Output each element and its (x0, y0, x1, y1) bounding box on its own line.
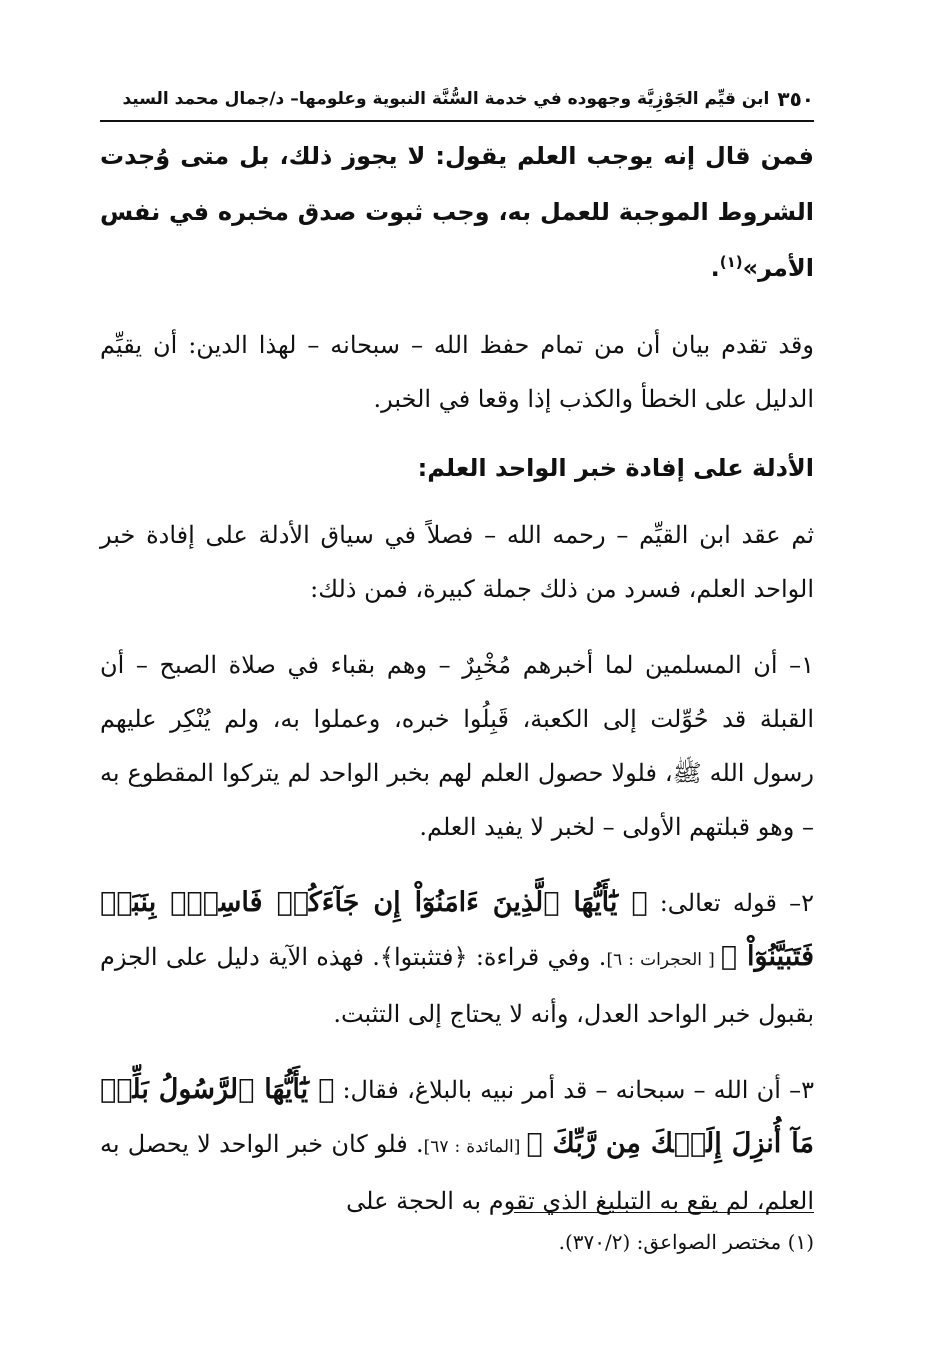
quote-text: فمن قال إنه يوجب العلم يقول: لا يجوز ذلك، بل متى وُجدت الشروط الموجبة للعمل به، وجب ثبوت صدق مخبره في نفس الأمر» (100, 142, 814, 282)
page-number: ٣٥٠ (777, 87, 814, 111)
item-2-lead: ٢– قوله تعالى: (647, 889, 814, 917)
running-header (100, 82, 814, 116)
evidence-item-2 (100, 876, 814, 1041)
quote-paragraph (100, 128, 814, 296)
paragraph-gap (100, 1041, 814, 1063)
footnote-rule (514, 1212, 814, 1213)
item-3-rest: . فلو كان خبر الواحد لا يحصل به العلم، لم يقع به التبليغ الذي تقوم به الحجة على (100, 1130, 814, 1215)
item-3-lead: ٣– أن الله – سبحانه – قد أمر نبيه بالبلاغ، فقال: (334, 1076, 814, 1104)
paragraph-gap (100, 296, 814, 318)
paragraph-intro: ثم عقد ابن القيِّم – رحمه الله – فصلاً في سياق الأدلة على إفادة خبر الواحد العلم، فسرد من ذلك جملة كبيرة، فمن ذلك: (100, 521, 814, 603)
running-title: ابن قيِّم الجَوْزِيَّة وجهوده في خدمة السُّنَّة النبوية وعلومها– د/جمال محمد السيد (122, 89, 770, 109)
item-2-rest: . وفي قراءة: ﴿فتثبتوا﴾. فهذه الآية دليل على الجزم بقبول خبر الواحد العدل، وأنه لا يحتاج إلى التثبت. (100, 943, 814, 1028)
header-rule (100, 120, 814, 122)
evidence-item-1: ١– أن المسلمين لما أخبرهم مُخْبِرٌ – وهم بقباء في صلاة الصبح – أن القبلة قد حُوِّلت إلى الكعبة، قَبِلُوا خبره، وعملوا به، ولم يُنْكِر عليهم رسول الله ﷺ، فلولا حصول العلم لهم بخبر الواحد لم يتركوا المقطوع به – وهو قبلتهم الأولى – لخبر لا يفيد العلم. (100, 651, 814, 841)
footnote-marker: (١) (719, 253, 743, 271)
quran-verse-maidah: ﴿ يَٰٓأَيُّهَا ٱلرَّسُولُ بَلِّغۡ مَآ أُنزِلَ إِلَيۡكَ مِن رَّبِّكَ ﴾ (100, 1074, 814, 1159)
main-text (100, 128, 814, 1228)
section-heading: الأدلة على إفادة خبر الواحد العلم: (417, 454, 814, 482)
paragraph-gap (100, 854, 814, 876)
paragraph-gap (100, 616, 814, 638)
footnote-1: (١) مختصر الصواعق: (٣٧٠/٢). (558, 1230, 814, 1254)
verse-reference: [المائدة : ٦٧] (423, 1137, 527, 1157)
quran-verse-hujurat: ﴿ يَٰٓأَيُّهَا ٱلَّذِينَ ءَامَنُوٓاْ إِن جَآءَكُمۡ فَاسِقُۢ بِنَبَإٖ فَتَبَيَّنُوٓاْ ﴾ (100, 887, 814, 972)
quote-end: . (710, 254, 720, 282)
verse-reference: [ الحجرات : ٦] (606, 950, 721, 970)
book-page (100, 0, 814, 1372)
evidence-item-3 (100, 1063, 814, 1228)
paragraph-preservation: وقد تقدم بيان أن من تمام حفظ الله – سبحانه – لهذا الدين: أن يقيِّم الدليل على الخطأ والكذب إذا وقعا في الخبر. (100, 331, 814, 413)
